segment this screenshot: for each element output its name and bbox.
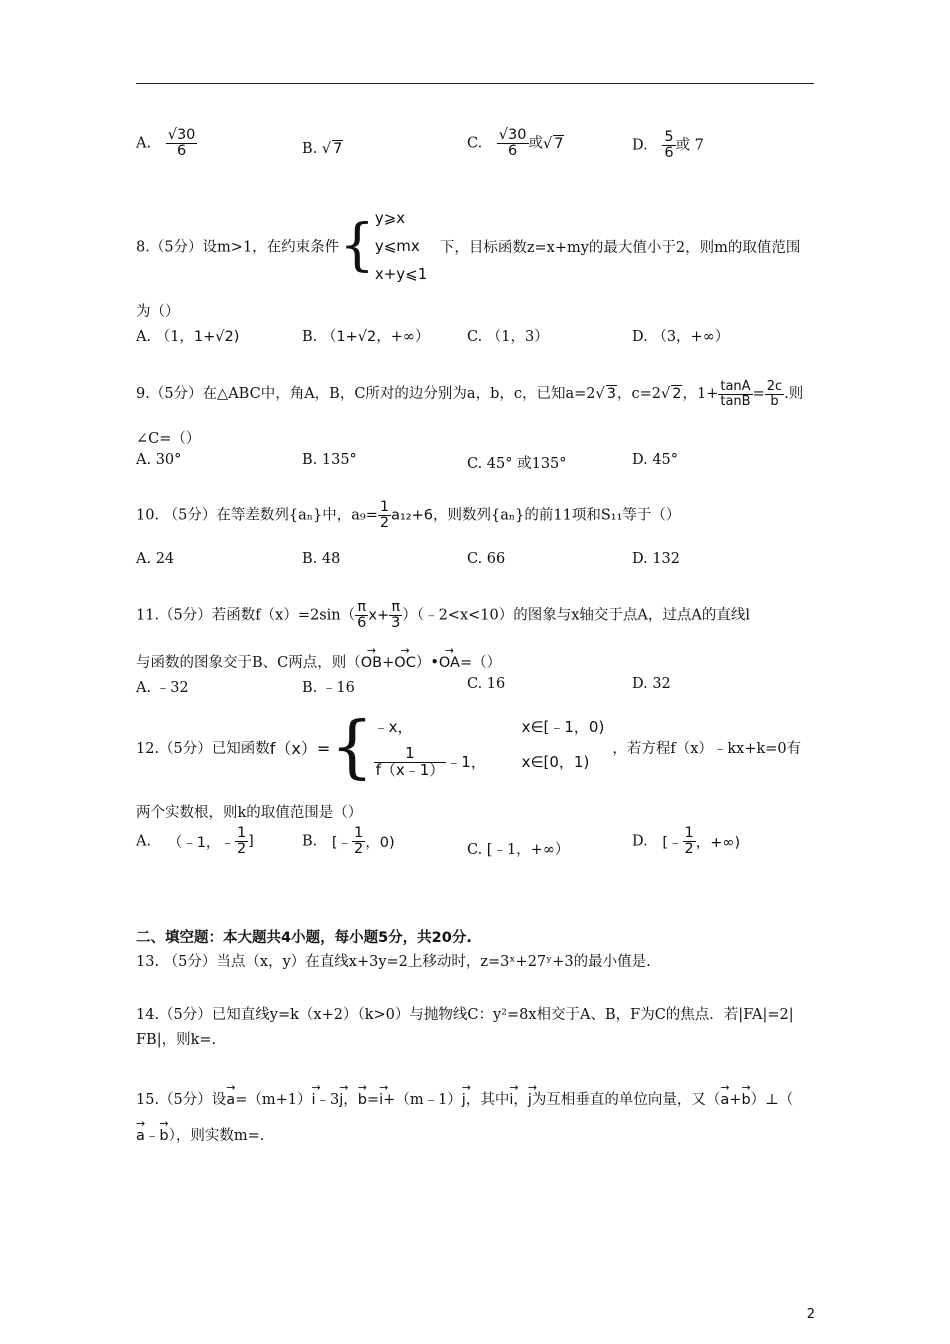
q10-stem: 10. （5分）在等差数列{aₙ}中，a₉= $\frac{1}{2}$ a₁₂+6，则数列{aₙ}的前11项和S₁₁等于（） <box>136 499 681 532</box>
q7-option-d: D. $\frac{5}{6}$ 或 7 <box>632 129 704 162</box>
q7-option-a: A. $\frac{√30}{6}$ <box>136 127 196 160</box>
q12-stem-cont: 两个实数根，则k的取值范围是（） <box>136 805 363 821</box>
q12-option-a: A. （﹣1，﹣ $\frac{1}{2}$ ] <box>136 825 254 858</box>
q9-stem-cont: ∠C=（） <box>136 431 201 447</box>
q11-stem: 11.（5分）若函数f（x）=2sin（ $\frac{\pi}{6}$ x+ $\frac{\pi}{3}$ ）（﹣2<x<10）的图象与x轴交于点A，过点A的直线l <box>136 599 750 632</box>
q9-option-a: A. 30° <box>136 452 182 468</box>
q8-option-c: C. （1，3） <box>467 329 549 345</box>
header-rule <box>136 83 814 84</box>
q14-stem: 14.（5分）已知直线y=k（x+2）（k>0）与抛物线C：y²=8x相交于A、B，F为C的焦点．若|FA|=2| <box>136 1007 794 1023</box>
q15-stem-cont: → a﹣→ b），则实数m=. <box>136 1124 264 1145</box>
q7-option-c: C. $\frac{√30}{6}$ 或√ 7 <box>467 127 564 160</box>
q11-stem-cont: 与函数的图象交于B、C两点，则（→ OB+→ OC）•→ OA=（） <box>136 651 501 672</box>
piecewise-brace: { <box>330 707 374 787</box>
q9-option-b: B. 135° <box>302 452 357 468</box>
page-number: 2 <box>806 1307 815 1322</box>
q11-option-d: D. 32 <box>632 676 671 692</box>
q13-stem: 13. （5分）当点（x，y）在直线x+3y=2上移动时，z=3ˣ+27ʸ+3的最小值是. <box>136 954 651 970</box>
q12-stem: 12.（5分）已知函数f（x）={ ﹣x， x∈[﹣1，0) $\frac{1}{f(x﹣1)}$ ﹣1， x∈[0，1) ，若方程f（x）﹣kx+k=0有 <box>136 707 802 787</box>
q8-option-b: B. （1+√2，+∞） <box>302 329 430 345</box>
q10-option-a: A. 24 <box>136 551 175 567</box>
q11-option-c: C. 16 <box>467 676 506 692</box>
section-heading-fill-in: 二、填空题：本大题共4小题，每小题5分，共20分. <box>136 930 472 946</box>
q12-option-d: D. [﹣ $\frac{1}{2}$ ，+∞) <box>632 825 741 858</box>
q9-option-d: D. 45° <box>632 452 679 468</box>
q11-option-a: A. ﹣32 <box>136 680 189 696</box>
constraint-brace: { <box>339 212 375 278</box>
q14-stem-cont: FB|，则k=. <box>136 1032 217 1048</box>
q10-option-c: C. 66 <box>467 551 506 567</box>
q10-option-d: D. 132 <box>632 551 681 567</box>
q11-option-b: B. ﹣16 <box>302 680 355 696</box>
q8-stem: 8.（5分）设m>1，在约束条件{ y⩾x y⩽mx x+y⩽1 下，目标函数z=x+my的最大值小于2，则m的取值范围 <box>136 209 801 283</box>
q15-stem: 15.（5分）设→ a=（m+1）→ i﹣3→ j，→ b=→ i+（m﹣1）→ j，其中→ i，→ j为互相垂直的单位向量，又（→ a+→ b）⊥（ <box>136 1088 793 1109</box>
q12-option-b: B. [﹣ $\frac{1}{2}$ ，0) <box>302 825 395 858</box>
q8-option-d: D. （3，+∞） <box>632 329 730 345</box>
q12-option-c: C. [﹣1，+∞） <box>467 842 570 858</box>
q8-option-a: A. （1，1+√2) <box>136 329 240 345</box>
q9-option-c: C. 45° 或135° <box>467 456 567 472</box>
q7-option-b: B. √ 7 <box>302 141 343 157</box>
q8-stem-cont: 为（） <box>136 304 180 320</box>
q10-option-b: B. 48 <box>302 551 341 567</box>
q9-stem: 9.（5分）在△ABC中，角A，B，C所对的边分别为a，b，c，已知a=2√ 3，c=2√ 2，1+ $\frac{\tan A}{\tan B}$ = $\frac{2c}{b}$ .则 <box>136 379 804 409</box>
